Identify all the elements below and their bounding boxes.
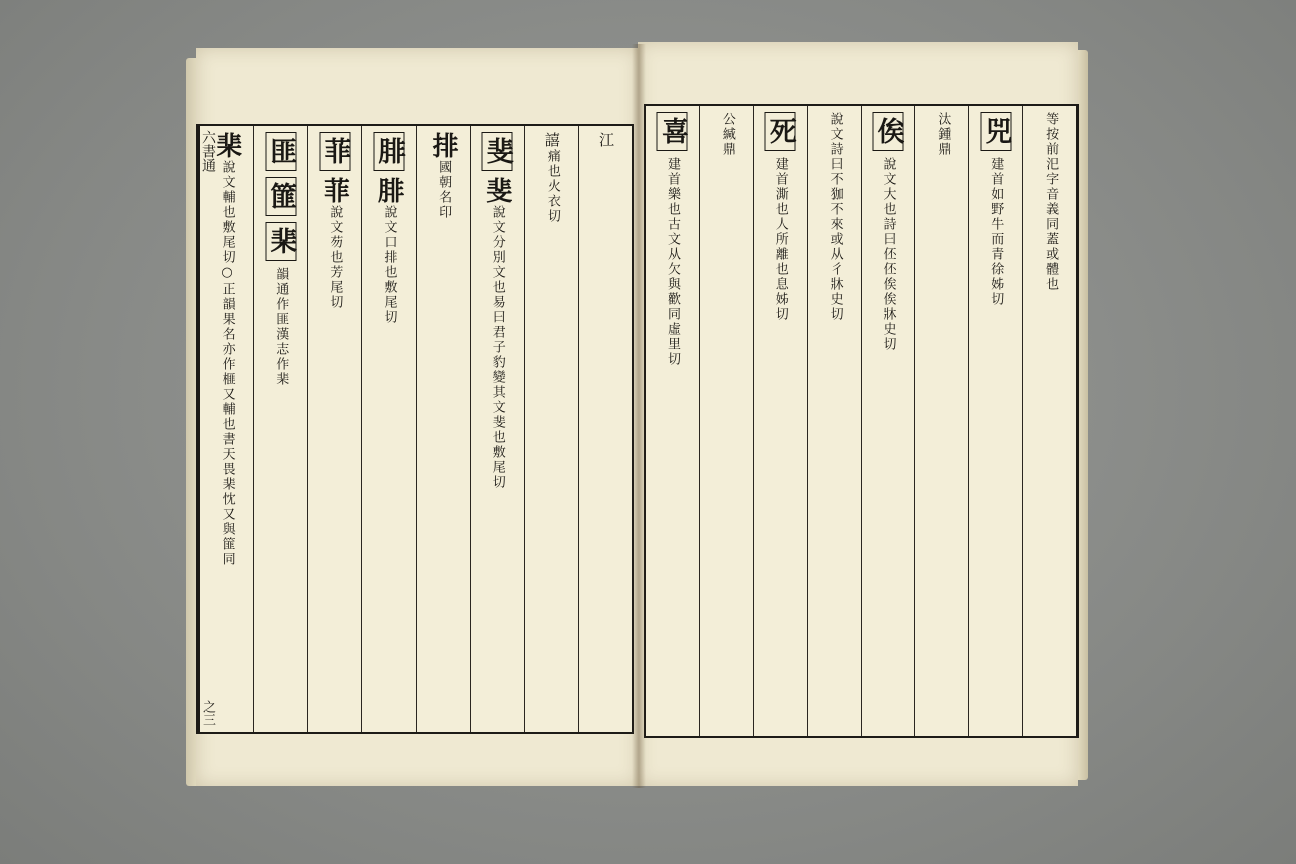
- right-columns: [646, 106, 1076, 736]
- column-text: [265, 132, 296, 387]
- left-columns: [200, 126, 632, 732]
- right-page-column: [1022, 106, 1076, 736]
- column-text: [872, 112, 903, 352]
- annotation-text: 建首樂也古文从欠與歡同虛里切: [664, 157, 680, 367]
- right-page-column: [914, 106, 968, 736]
- right-text-frame: [644, 104, 1079, 738]
- column-text: [765, 112, 796, 322]
- open-book: [186, 40, 1088, 790]
- seal-character: 排: [428, 132, 459, 160]
- annotation-text: 說文芴也芳尾切: [327, 205, 343, 310]
- annotation-text: 公緘鼎: [719, 112, 735, 157]
- left-text-frame: [196, 124, 634, 734]
- column-text: [482, 132, 513, 490]
- column-marker: 江: [596, 132, 615, 149]
- annotation-text: 說文大也詩曰伾伾俟俟牀史切: [880, 157, 896, 352]
- boxed-headword: 死: [765, 112, 796, 151]
- column-text: [657, 112, 688, 367]
- column-text: [544, 132, 559, 224]
- boxed-headword: 腓: [373, 132, 404, 171]
- book-gutter: [632, 44, 646, 788]
- right-page-column: [861, 106, 915, 736]
- left-page-column: [253, 126, 307, 732]
- boxed-headword: 喜: [657, 112, 688, 151]
- annotation-text: 等按前汜字音義同蓋或體也: [1043, 112, 1059, 292]
- boxed-headword: 棐: [265, 222, 296, 261]
- left-page-column: [416, 126, 470, 732]
- left-page-column: [470, 126, 524, 732]
- left-page-column: [361, 126, 415, 732]
- right-page-column: [646, 106, 699, 736]
- seal-character: 斐: [481, 177, 512, 205]
- column-text: [827, 112, 842, 322]
- column-text: [719, 112, 734, 157]
- annotation-text: 建首澌也人所離也息姊切: [772, 157, 788, 322]
- annotation-text: 說文分別文也易曰君子豹變其文斐也敷尾切: [489, 205, 505, 490]
- left-page-column: [578, 126, 632, 732]
- column-text: [319, 132, 350, 310]
- left-page-column: [307, 126, 361, 732]
- annotation-text: 汰鍾鼎: [935, 112, 951, 157]
- column-text: [598, 132, 613, 149]
- seal-character: 菲: [319, 177, 350, 205]
- column-text: [1042, 112, 1057, 292]
- annotation-text: 說文輔也敷尾切○正韻果名亦作榧又輔也書天畏棐忱又與篚同: [219, 160, 235, 567]
- boxed-headword: 菲: [319, 132, 350, 171]
- boxed-headword: 匪: [265, 132, 296, 171]
- seal-character: 腓: [373, 177, 404, 205]
- column-text: [934, 112, 949, 157]
- column-marker: 譆: [542, 132, 561, 149]
- annotation-text: 說文詩曰不㹢不來或从彳牀史切: [827, 112, 843, 322]
- column-text: [428, 132, 459, 220]
- right-page-column: [807, 106, 861, 736]
- margin-title: 六書通: [200, 130, 216, 172]
- left-page-column: [200, 126, 253, 732]
- seal-character: 棐: [211, 132, 242, 160]
- annotation-text: 說文口排也敷尾切: [381, 205, 397, 325]
- left-page: [196, 48, 638, 786]
- boxed-headword: 兕: [980, 112, 1011, 151]
- column-text: [211, 132, 242, 567]
- right-page: [638, 42, 1078, 786]
- column-text: [980, 112, 1011, 307]
- annotation-text: 痛也火衣切: [544, 149, 560, 224]
- boxed-headword: 斐: [482, 132, 513, 171]
- annotation-text: 建首如野牛而青徐姊切: [988, 157, 1004, 307]
- right-page-column: [753, 106, 807, 736]
- annotation-text: 韻通作匪漢志作棐: [273, 267, 289, 387]
- annotation-text: 國朝名印: [436, 160, 452, 220]
- column-text: [373, 132, 404, 325]
- left-page-column: [524, 126, 578, 732]
- right-page-column: [968, 106, 1022, 736]
- folio-number: 之三: [200, 700, 215, 726]
- right-page-column: [699, 106, 753, 736]
- boxed-headword: 俟: [872, 112, 903, 151]
- boxed-headword: 篚: [265, 177, 296, 216]
